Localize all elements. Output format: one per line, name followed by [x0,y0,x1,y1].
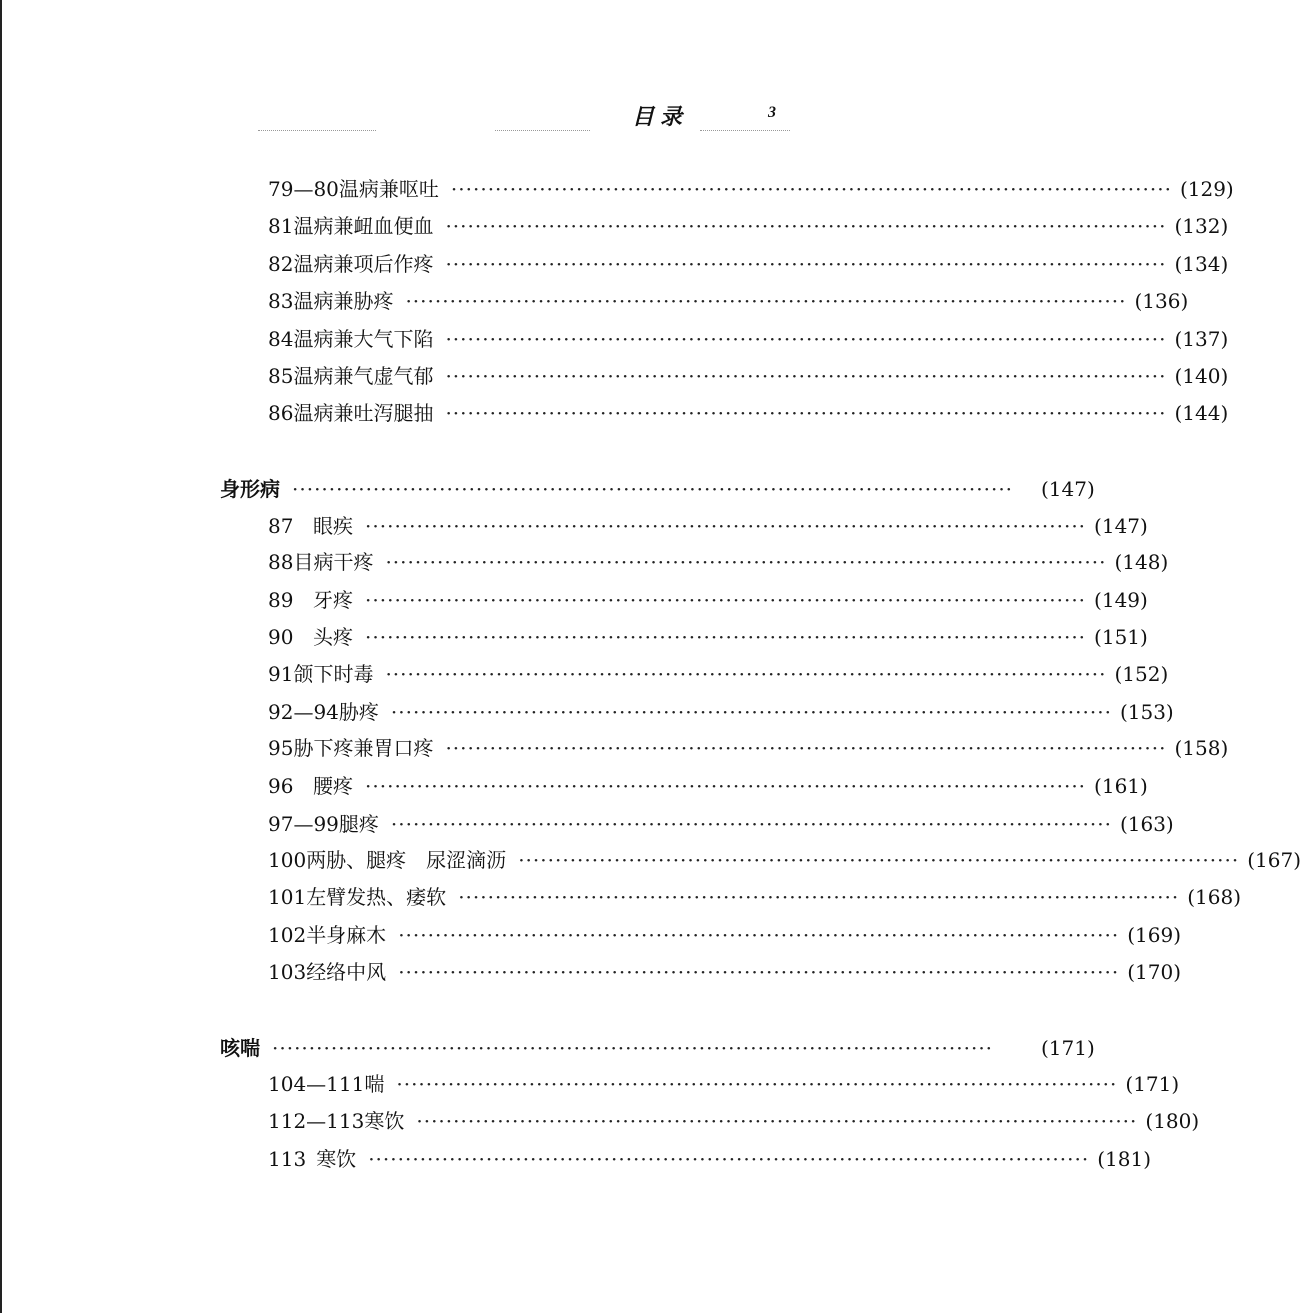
toc-entry[interactable] [0,286,1189,316]
entry-title: 目病干疼 [293,550,374,574]
entry-title: 胁疼 [338,700,379,724]
leader-dots [445,398,1166,428]
leader-dots [398,920,1119,950]
toc-entry[interactable] [0,1106,1200,1136]
entry-number: 95 [268,736,294,760]
toc-entry[interactable] [0,920,1181,950]
entry-page: (132) [1174,214,1229,238]
toc-entry[interactable] [0,659,1169,689]
toc-entry[interactable] [0,957,1181,987]
toc-entry[interactable] [0,622,1151,652]
entry-number: 97—99 [268,812,339,836]
leader-dots [365,585,1086,615]
entry-number: 90 [268,625,294,649]
toc-entry[interactable] [0,361,1229,391]
entry-number: 87 [268,514,294,538]
section-title: 身形病 [220,477,280,501]
entry-title: 喘 [364,1072,385,1096]
leader-dots [398,957,1119,987]
entry-title: 腿疼 [338,812,379,836]
entry-number: 101 [268,885,307,909]
toc-entry[interactable] [0,585,1151,615]
leader-dots [458,882,1179,912]
toc-entry[interactable] [0,547,1169,577]
entry-page: (129) [1179,177,1234,201]
entry-title: 温病兼呕吐 [338,177,439,201]
toc-entry[interactable] [0,398,1229,428]
entry-page: (151) [1094,625,1148,649]
leader-dots [385,659,1106,689]
toc-section[interactable] [0,474,1103,504]
leader-dots [416,1106,1137,1136]
entry-number: 79—80 [268,177,339,201]
leader-dots [368,1144,1089,1174]
entry-title: 温病兼项后作疼 [293,252,434,276]
entry-page: (136) [1134,289,1189,313]
entry-number: 103 [268,960,307,984]
entry-title: 温病兼胁疼 [293,289,394,313]
toc-entry[interactable] [0,511,1151,541]
entry-title: 眼疾 [313,514,354,538]
entry-page: (168) [1187,885,1241,909]
entry-page: (158) [1174,736,1229,760]
entry-number: 85 [268,364,294,388]
toc-entry[interactable] [0,324,1229,354]
toc-entry[interactable] [0,211,1229,241]
entry-number: 112—113 [268,1109,365,1133]
toc-entry[interactable] [0,697,1174,727]
entry-title: 温病兼衄血便血 [293,214,434,238]
entry-page: (140) [1174,364,1229,388]
entry-number: 91 [268,662,294,686]
leader-dots [396,1069,1117,1099]
entry-title: 半身麻木 [306,923,387,947]
leader-dots [272,1033,1033,1063]
toc-entry[interactable] [0,809,1174,839]
entry-page: (148) [1114,550,1169,574]
entry-number: 104—111 [268,1072,365,1096]
entry-number: 96 [268,774,294,798]
entry-title: 胁下疼兼胃口疼 [293,736,434,760]
entry-page: (149) [1094,588,1148,612]
entry-page: (153) [1119,700,1174,724]
entry-page: (137) [1174,327,1229,351]
leader-dots [365,622,1086,652]
entry-page: (134) [1174,252,1229,276]
header-rule-middle [495,130,590,131]
entry-title: 温病兼吐泻腿抽 [293,401,434,425]
leader-dots [292,474,1033,504]
toc-entry[interactable] [0,1144,1151,1174]
toc-section[interactable] [0,1033,1103,1063]
entry-number: 81 [268,214,294,238]
leader-dots [391,697,1112,727]
entry-number: 113 [268,1147,307,1171]
entry-page: (147) [1094,514,1148,538]
toc-entry[interactable] [0,174,1234,204]
header-rule-right [700,130,790,131]
leader-dots [445,361,1166,391]
entry-number: 83 [268,289,294,313]
entry-title: 两胁、腿疼 尿涩滴沥 [306,848,507,872]
toc-entry[interactable] [0,882,1241,912]
leader-dots [365,511,1086,541]
entry-number: 82 [268,252,294,276]
entry-title: 温病兼气虚气郁 [293,364,434,388]
entry-page: (180) [1145,1109,1200,1133]
leader-dots [391,809,1112,839]
entry-number: 92—94 [268,700,339,724]
toc-entry[interactable] [0,1069,1180,1099]
entry-page: (167) [1247,848,1301,872]
leader-dots [385,547,1106,577]
toc-entry[interactable] [0,733,1229,763]
entry-title: 牙疼 [313,588,354,612]
entry-title: 头疼 [313,625,354,649]
page-number: 3 [768,104,776,121]
header-rule-left [258,130,376,131]
entry-number: 86 [268,401,294,425]
entry-title: 颌下时毒 [293,662,374,686]
entry-title: 经络中风 [306,960,387,984]
leader-dots [365,771,1086,801]
running-header: 目录 [632,105,689,130]
entry-page: (181) [1097,1147,1151,1171]
toc-entry[interactable] [0,845,1301,875]
entry-page: (170) [1127,960,1181,984]
section-page: (171) [1041,1036,1095,1060]
section-title: 咳喘 [220,1036,260,1060]
leader-dots [451,174,1172,204]
leader-dots [518,845,1239,875]
entry-page: (163) [1119,812,1174,836]
leader-dots [445,211,1166,241]
leader-dots [445,324,1166,354]
entry-page: (152) [1114,662,1169,686]
entry-number: 100 [268,848,307,872]
entry-title: 左臂发热、痿软 [306,885,447,909]
entry-number: 84 [268,327,294,351]
entry-title: 寒饮 [364,1109,405,1133]
entry-page: (144) [1174,401,1229,425]
entry-title: 寒饮 [316,1147,357,1171]
entry-page: (161) [1094,774,1148,798]
leader-dots [445,249,1166,279]
leader-dots [405,286,1126,316]
entry-page: (169) [1127,923,1181,947]
entry-title: 温病兼大气下陷 [293,327,434,351]
toc-entry[interactable] [0,249,1229,279]
entry-number: 88 [268,550,294,574]
entry-number: 102 [268,923,307,947]
entry-title: 腰疼 [313,774,354,798]
entry-number: 89 [268,588,294,612]
leader-dots [445,733,1166,763]
entry-page: (171) [1125,1072,1180,1096]
toc-entry[interactable] [0,771,1151,801]
section-page: (147) [1041,477,1095,501]
